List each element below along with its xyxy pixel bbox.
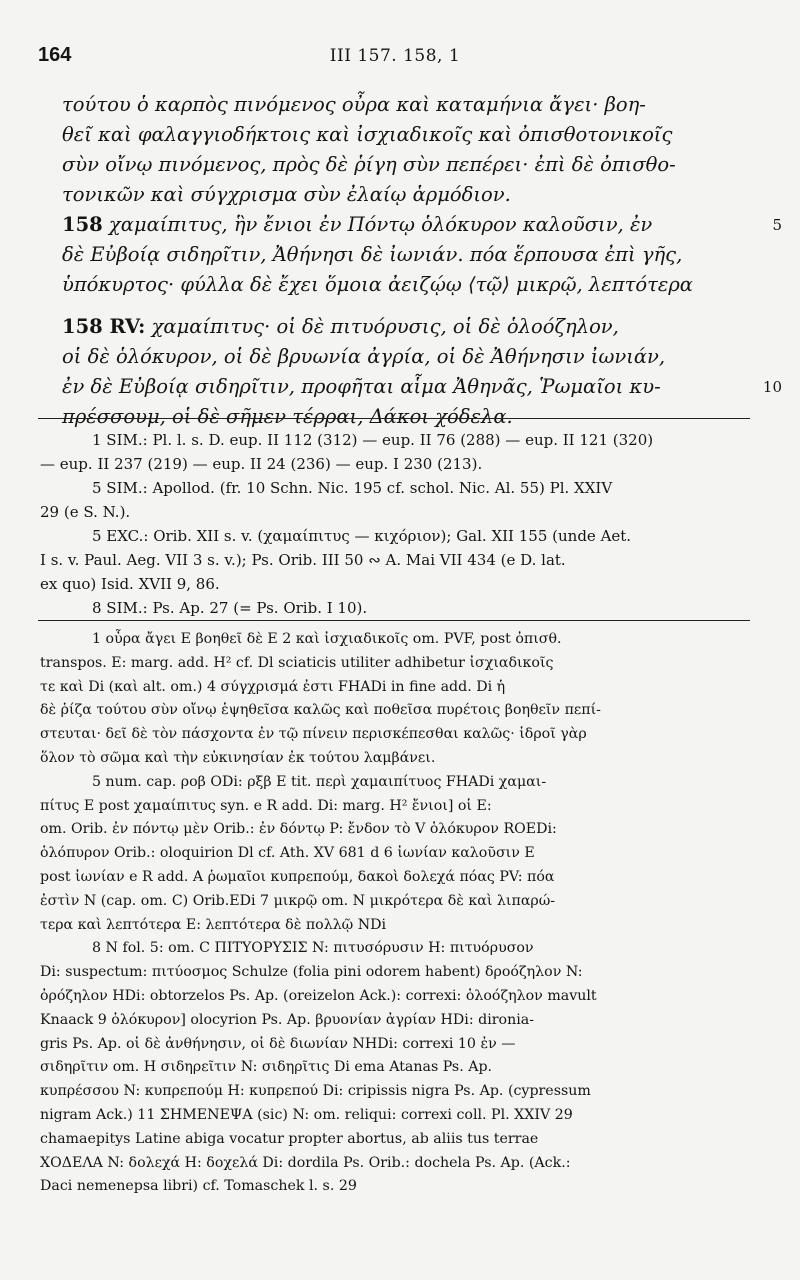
testimonia-line: 29 (e S. N.). [40,503,131,521]
text-line: τούτου ὁ καρπὸς πινόμενος οὖρα καὶ καταμήνια ἄγει· βοη- [62,93,646,116]
apparatus-line: gris Ps. Ap. οἱ δὲ ἀνθήνησιν, οἱ δὲ διωνίαν NHDi: correxi 10 ἐν — [40,1035,516,1052]
running-head: III 157. 158, 1 [329,46,461,66]
apparatus-line: Di: suspectum: πιτύοσμος Schulze (folia pini odorem habent) δροόζηλον N: [40,964,583,981]
text-line: σὺν οἴνῳ πινόμενος, πρὸς δὲ ῥίγη σὺν πεπέρει· ἐπὶ δὲ ὀπισθο- [62,153,676,176]
rv-block [62,312,782,432]
apparatus-line: 8 N fol. 5: om. C ΠΙΤΥΟΡΥΣΙΣ N: πιτυσόρυσιν H: πιτυόρυσον [92,940,534,957]
rv-label: 158 RV: [62,315,146,338]
apparatus-line: chamaepitys Latine abiga vocatur propter abortus, ab aliis tus terrae [40,1130,539,1147]
testimonia-line: — eup. II 237 (219) — eup. II 24 (236) — eup. I 230 (213). [40,455,483,473]
section-number: 158 [62,213,103,236]
line-number: 5 [772,216,782,234]
rv-text: χαμαίπιτυς· οἱ δὲ πιτυόρυσις, οἱ δὲ ὁλοόζηλον, [151,315,619,338]
apparatus-line: στευται· δεῖ δὲ τὸν πάσχοντα ἐν τῷ πίνειν περισκέπεσθαι καλῶς· ἱδροῖ γὰρ [40,726,587,743]
apparatus-line: τε καὶ Di (καὶ alt. om.) 4 σύγχρισμά ἐστι FHADi in fine add. Di ἡ [40,678,506,695]
apparatus-line: post ἰωνίαν e R add. A ῥωμαῖοι κυπρεπούμ, δακοὶ δολεχά πόας PV: πόα [40,868,555,885]
page-header [38,44,752,74]
testimonia-line: 8 SIM.: Ps. Ap. 27 (= Ps. Orib. I 10). [92,599,368,617]
rv-text: ἐν δὲ Εὐβοίᾳ σιδηρῖτιν, προφῆται αἷμα Ἀθηνᾶς, Ῥωμαῖοι κυ- [62,375,661,398]
apparatus-line: 5 num. cap. ροβ ODi: ρξβ E tit. περὶ χαμαιπίτυος FHADi χαμαι- [92,773,547,790]
apparatus-line: τερα καὶ λεπτότερα E: λεπτότερα δὲ πολλῷ NDi [40,916,387,933]
section-text: χαμαίπιτυς, ἣν ἔνιοι ἐν Πόντῳ ὁλόκυρον καλοῦσιν, ἐν [108,213,653,236]
section-158-line [62,210,782,240]
section-158-line: δὲ Εὐβοίᾳ σιδηρῖτιν, Ἀθήνησι δὲ ἰωνιάν. πόα ἕρπουσα ἐπὶ γῆς, [62,243,683,266]
apparatus-line: κυπρέσσου N: κυπρεπούμ H: κυπρεπού Di: cripissis nigra Ps. Ap. (cypressum [40,1083,591,1100]
apparatus-line: 1 οὖρα ἄγει E βοηθεῖ δὲ E 2 καὶ ἰσχιαδικοῖς om. PVF, post ὀπισθ. [92,631,562,647]
testimonia-line: 5 SIM.: Apollod. (fr. 10 Schn. Nic. 195 cf. schol. Nic. Al. 55) Pl. XXIV [92,479,613,497]
apparatus-line: ΧΟΔΕΛΑ N: δολεχά H: δοχελά Di: dordila Ps. Orib.: dochela Ps. Ap. (Ack.: [40,1154,571,1171]
apparatus-line: πίτυς E post χαμαίπιτυς syn. e R add. Di: marg. H² ἔνιοι] οἱ E: [40,797,492,814]
rv-line [62,372,782,402]
line-number: 10 [762,378,782,396]
testimonia-line: ex quo) Isid. XVII 9, 86. [40,575,220,593]
apparatus-line: ὀρόζηλον HDi: obtorzelos Ps. Ap. (oreizelon Ack.): correxi: ὁλοόζηλον mavult [40,987,597,1004]
apparatus-line: δὲ ῥίζα τούτου σὺν οἴνῳ ἑψηθεῖσα καλῶς καὶ ποθεῖσα πυρέτοις βοηθεῖν πεπί- [40,702,601,719]
main-text [62,90,782,432]
apparatus-line: nigram Ack.) 11 ΣΗΜΕΝΕΨΑ (sic) N: om. reliqui: correxi coll. Pl. XXIV 29 [40,1106,573,1123]
apparatus-line: Daci nemenepsa libri) cf. Tomaschek l. s. 29 [40,1178,357,1195]
page-number: 164 [38,44,72,66]
testimonia-line: 5 EXC.: Orib. XII s. v. (χαμαίπιτυς — κιχόριον); Gal. XII 155 (unde Aet. [92,527,632,545]
testimonia [40,428,752,620]
apparatus-line: transpos. E: marg. add. H² cf. Dl sciaticis utiliter adhibetur ἰσχιαδικοῖς [40,654,554,671]
rv-line [62,312,740,342]
text-line: τονικῶν καὶ σύγχρισμα σὺν ἐλαίῳ ἁρμόδιον. [62,183,511,206]
testimonia-line: I s. v. Paul. Aeg. VII 3 s. v.); Ps. Orib. III 50 ∾ A. Mai VII 434 (e D. lat. [40,551,566,569]
divider [38,620,750,621]
apparatus-line: Knaack 9 ὁλόκυρον] olocyrion Ps. Ap. βρυονίαν ἀγρίαν HDi: dironia- [40,1011,534,1028]
text-line: θεῖ καὶ φαλαγγιοδήκτοις καὶ ἰσχιαδικοῖς καὶ ὀπισθοτονικοῖς [62,123,673,146]
apparatus-line: ὁλόπυρον Orib.: oloquirion Dl cf. Ath. XV 681 d 6 ἰωνίαν καλοῦσιν E [40,845,535,862]
testimonia-line: 1 SIM.: Pl. l. s. D. eup. II 112 (312) — eup. II 76 (288) — eup. II 121 (320) [92,431,654,449]
rv-line: πρέσσουμ, οἱ δὲ σῆμεν τέρραι, Δάκοι χόδελα. [62,405,513,428]
section-158-line: ὑπόκυρτος· φύλλα δὲ ἔχει ὅμοια ἀειζῴῳ ⟨τῷ⟩ μικρῷ, λεπτότερα [62,273,693,296]
apparatus-line: ὅλον τὸ σῶμα καὶ τὴν εὐκινησίαν ἐκ τούτου λαμβάνει. [40,749,436,766]
divider [38,418,750,419]
apparatus-line: om. Orib. ἐν πόντῳ μὲν Orib.: ἐν δόντῳ P: ἔνδον τὸ V ὁλόκυρον ROEDi: [40,821,557,838]
apparatus-line: ἐστὶν N (cap. om. C) Orib.EDi 7 μικρῷ om. N μικρότερα δὲ καὶ λιπαρώ- [40,892,556,909]
apparatus-line: σιδηρῖτιν om. H σιδηρεῖτιν N: σιδηρῖτις Di ema Atanas Ps. Ap. [40,1059,493,1076]
apparatus-criticus [40,628,754,1199]
rv-line: οἱ δὲ ὁλόκυρον, οἱ δὲ βρυωνία ἀγρία, οἱ δὲ Ἀθήνησιν ἰωνιάν, [62,345,666,368]
